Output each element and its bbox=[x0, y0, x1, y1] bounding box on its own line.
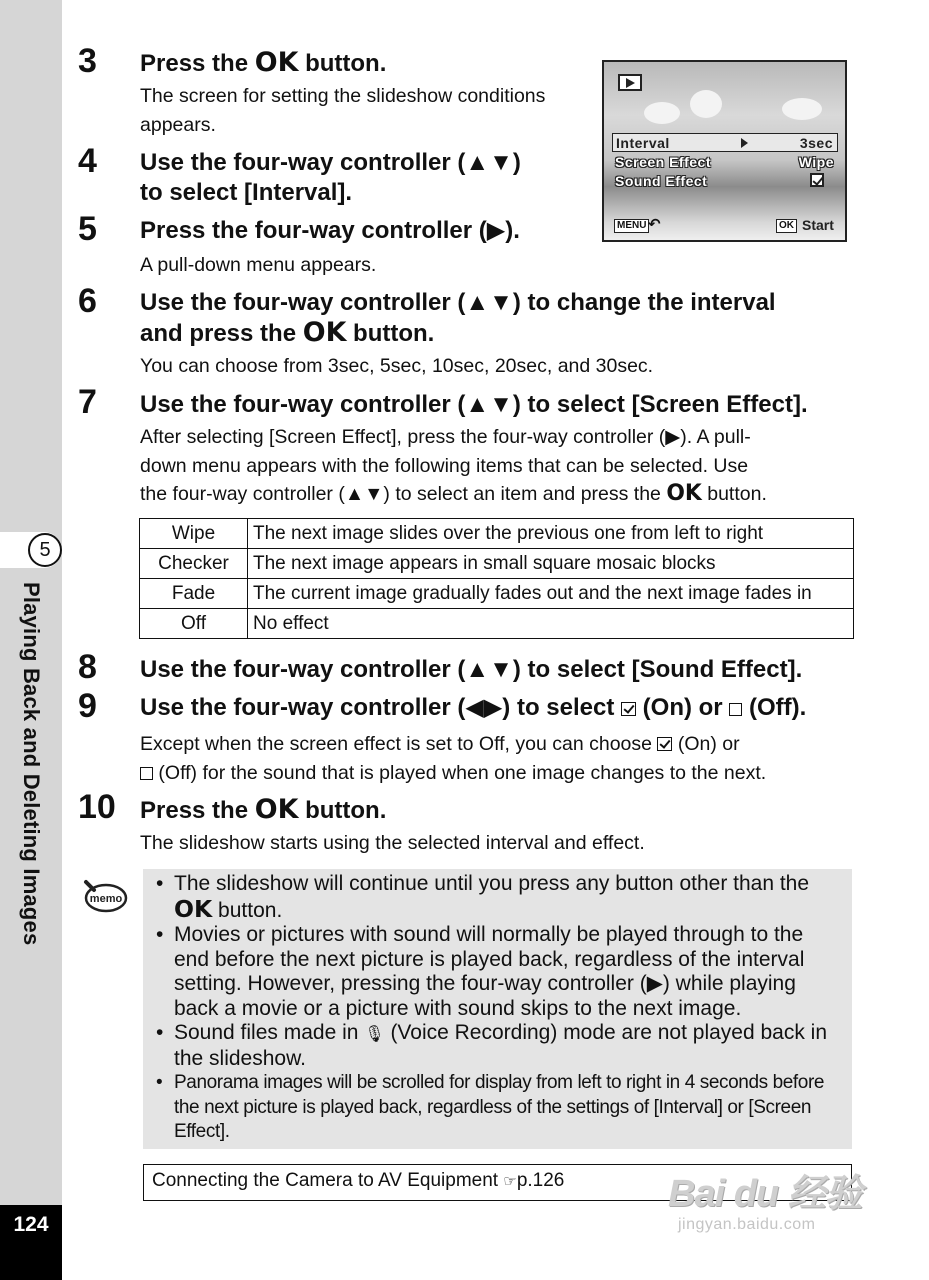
step-5-body: A pull-down menu appears. bbox=[140, 254, 377, 276]
step-9-body: Except when the screen effect is set to Off, you can choose (On) or (Off) for the sound that is played when one image changes to the next. bbox=[140, 733, 767, 784]
start-label: Start bbox=[802, 217, 834, 233]
reference-page-link[interactable]: p.126 bbox=[516, 1170, 565, 1191]
step-6-number: 6 bbox=[78, 282, 97, 320]
chapter-number: 5 bbox=[28, 533, 62, 567]
step-9-heading: Use the four-way controller (◀▶) to select (On) or (Off). bbox=[140, 694, 807, 721]
table-row: Checker The next image appears in small square mosaic blocks bbox=[140, 549, 854, 579]
cloud bbox=[644, 102, 680, 124]
chapter-title: Playing Back and Deleting Images bbox=[19, 582, 44, 946]
camera-screen bbox=[602, 60, 847, 242]
step-7-heading: Use the four-way controller (▲▼) to select [Screen Effect]. bbox=[140, 391, 808, 418]
step-4-number: 4 bbox=[78, 142, 97, 180]
step-9-number: 9 bbox=[78, 687, 97, 725]
playback-mode-icon bbox=[618, 74, 642, 91]
step-3-body: The screen for setting the slideshow conditions appears. bbox=[140, 85, 546, 136]
watermark-url: jingyan.baidu.com bbox=[678, 1216, 816, 1233]
watermark-logo: Bai du 经验 bbox=[668, 1173, 862, 1215]
ok-symbol: OK bbox=[254, 47, 299, 78]
menu-button[interactable]: MENU bbox=[614, 219, 649, 233]
step-10-body: The slideshow starts using the selected interval and effect. bbox=[140, 832, 645, 854]
cloud bbox=[782, 98, 822, 120]
memo-item: • Movies or pictures with sound will normally be played through to the end before the next picture is played back, regardless of the interval setting. However, pressing the four-way controller (▶) while playing back a movie or a picture with sound skips to the next image. bbox=[154, 923, 844, 1021]
reference-pointer-icon: ☞ bbox=[503, 1172, 517, 1190]
table-row: Off No effect bbox=[140, 609, 854, 639]
step-7-body: After selecting [Screen Effect], press the four-way controller (▶). A pull- down menu appears with the following items that can be selected. Use the four-way controller (▲▼) to select an item and press the OK button. bbox=[140, 426, 767, 507]
ok-symbol: OK bbox=[666, 481, 702, 507]
baidu-watermark bbox=[660, 1150, 890, 1245]
checkbox-off-icon bbox=[729, 703, 742, 716]
step-10-heading: Press the OK button. bbox=[140, 794, 387, 825]
step-10-number: 10 bbox=[78, 788, 116, 826]
checkbox-on-icon bbox=[657, 737, 672, 751]
step-8-heading: Use the four-way controller (▲▼) to select [Sound Effect]. bbox=[140, 656, 803, 683]
checkbox-off-icon bbox=[140, 767, 153, 780]
ok-symbol: OK bbox=[174, 894, 213, 923]
checkbox-on-icon bbox=[621, 702, 636, 716]
right-arrow-icon bbox=[741, 138, 748, 148]
table-row: Fade The current image gradually fades out and the next image fades in bbox=[140, 579, 854, 609]
step-5-number: 5 bbox=[78, 210, 97, 248]
step-5-heading: Press the four-way controller (▶). bbox=[140, 217, 520, 244]
back-arrow-icon: ↶ bbox=[648, 216, 661, 233]
memo-item: • The slideshow will continue until you press any button other than the OK button. bbox=[154, 872, 844, 923]
checkbox-on-icon bbox=[810, 173, 824, 187]
step-4-heading: Use the four-way controller (▲▼) to select [Interval]. bbox=[140, 149, 521, 206]
ok-symbol: OK bbox=[254, 794, 299, 825]
page-number: 124 bbox=[0, 1205, 62, 1280]
step-3-heading: Press the OK button. bbox=[140, 47, 387, 78]
svg-text:memo: memo bbox=[89, 893, 123, 905]
cloud bbox=[690, 90, 722, 118]
memo-icon bbox=[80, 876, 128, 914]
microphone-icon: 🎙 bbox=[364, 1024, 385, 1043]
memo-list bbox=[154, 872, 844, 1145]
ok-symbol: OK bbox=[302, 317, 347, 348]
interval-row[interactable]: Interval 3sec bbox=[612, 133, 838, 152]
screen-effect-table bbox=[139, 518, 854, 639]
step-3-number: 3 bbox=[78, 42, 97, 80]
sound-effect-row[interactable]: Sound Effect bbox=[612, 172, 838, 191]
step-7-number: 7 bbox=[78, 383, 97, 421]
step-8-number: 8 bbox=[78, 648, 97, 686]
table-row: Wipe The next image slides over the previous one from left to right bbox=[140, 519, 854, 549]
screen-effect-row[interactable]: Screen Effect Wipe bbox=[615, 154, 834, 170]
memo-item: • Panorama images will be scrolled for display from left to right in 4 seconds before the next picture is played back, regardless of the settings of [Interval] or [Screen Effect]. bbox=[154, 1071, 844, 1145]
cross-reference-box: Connecting the Camera to AV Equipment ☞p.126 bbox=[143, 1164, 852, 1201]
step-6-body: You can choose from 3sec, 5sec, 10sec, 20sec, and 30sec. bbox=[140, 355, 654, 377]
memo-item: • Sound files made in 🎙 (Voice Recording) mode are not played back in the slideshow. bbox=[154, 1021, 844, 1071]
step-6-heading: Use the four-way controller (▲▼) to change the interval and press the OK button. bbox=[140, 289, 776, 348]
ok-button[interactable]: OK bbox=[776, 219, 797, 233]
